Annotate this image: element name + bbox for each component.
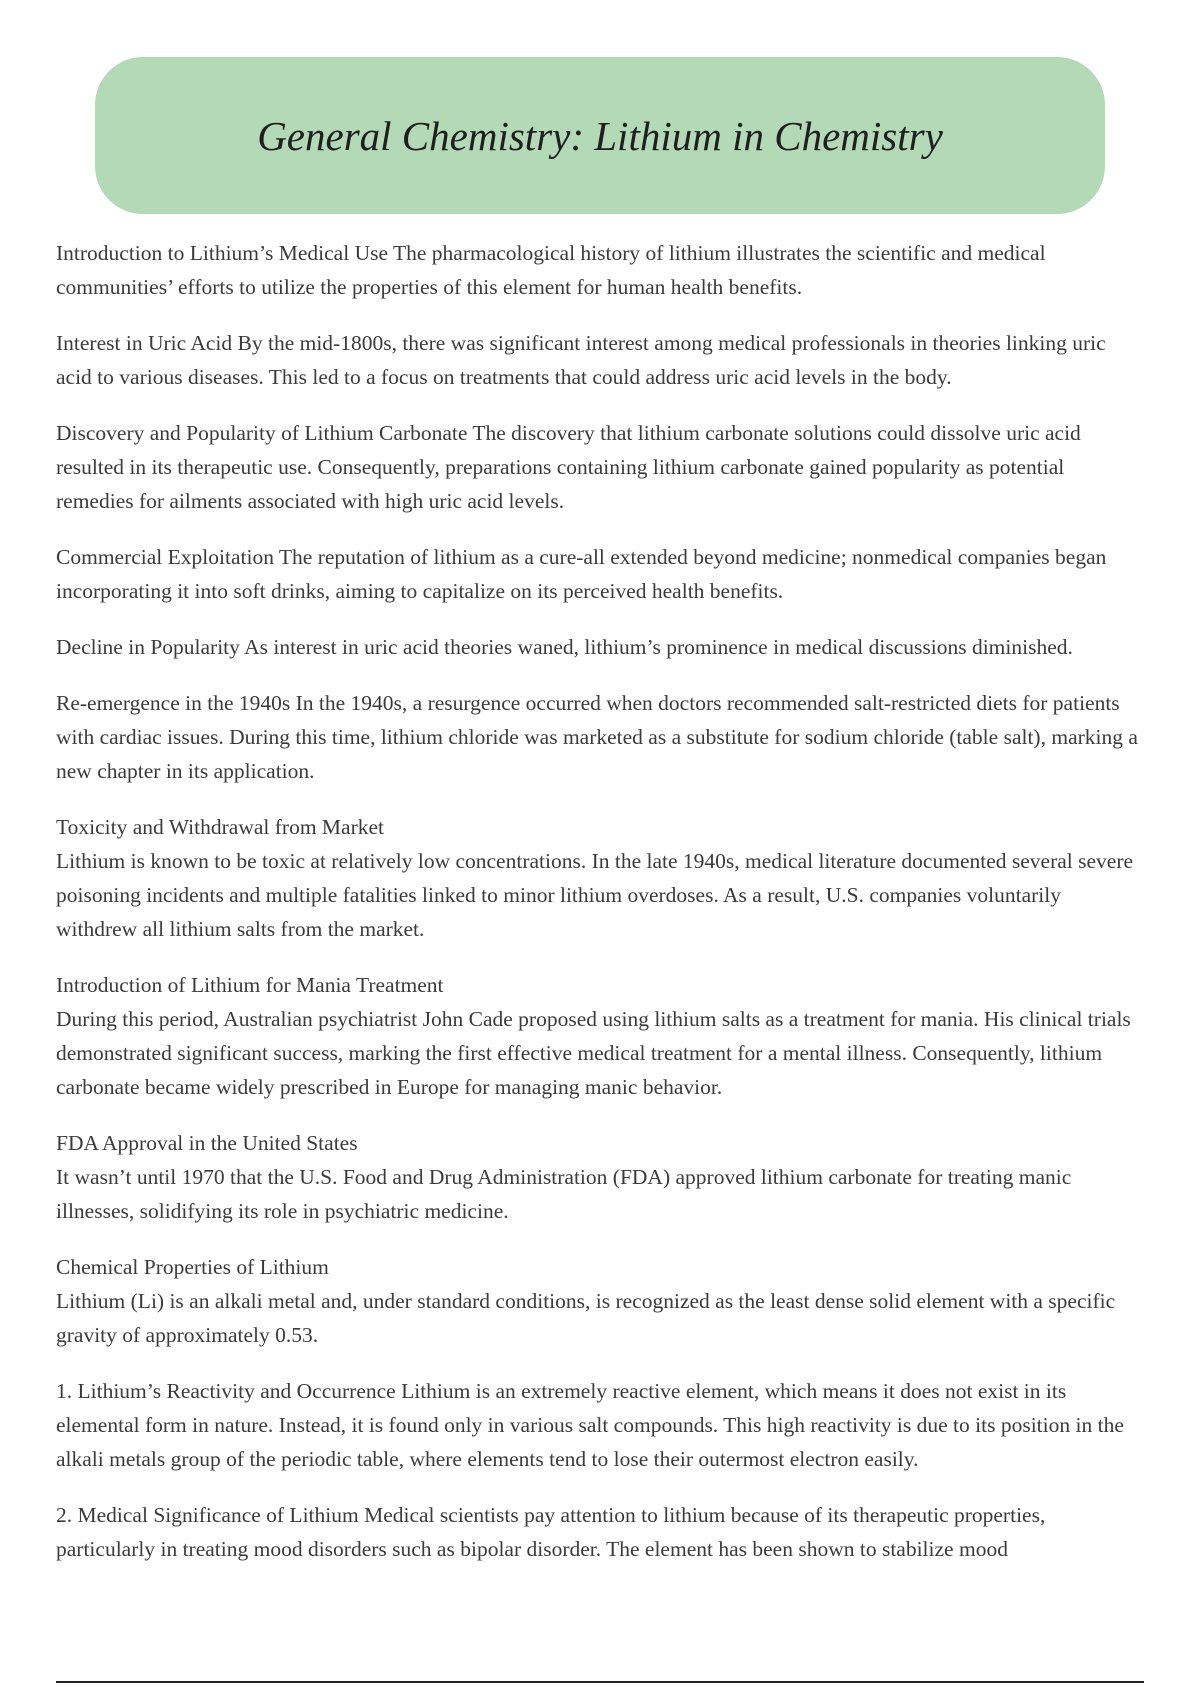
document-body <box>56 236 1146 1588</box>
section-chemical-properties <box>56 1250 1146 1352</box>
section-heading: Introduction of Lithium for Mania Treatment <box>56 973 444 997</box>
section-heading: Toxicity and Withdrawal from Market <box>56 815 385 839</box>
section-body: Lithium (Li) is an alkali metal and, under standard conditions, is recognized as the least dense solid element with a specific gravity of approximately 0.53. <box>56 1289 1116 1347</box>
section-mania-treatment <box>56 968 1146 1104</box>
section-toxicity <box>56 810 1146 946</box>
paragraph-lithium-carbonate: Discovery and Popularity of Lithium Carbonate The discovery that lithium carbonate solutions could dissolve uric acid resulted in its therapeutic use. Consequently, preparations containing lithium carbonate gained popularity as potential remedies for ailments associated with high uric acid levels. <box>56 421 1081 513</box>
title-banner <box>95 57 1105 214</box>
numbered-item-reactivity: 1. Lithium’s Reactivity and Occurrence Lithium is an extremely reactive element, which means it does not exist in its elemental form in nature. Instead, it is found only in various salt compounds. This high reactivity is due to its position in the alkali metals group of the periodic table, where elements tend to lose their outermost electron easily. <box>56 1379 1124 1471</box>
paragraph-reemergence: Re-emergence in the 1940s In the 1940s, a resurgence occurred when doctors recommended salt-restricted diets for patients with cardiac issues. During this time, lithium chloride was marketed as a substitute for sodium chloride (table salt), marking a new chapter in its application. <box>56 691 1138 783</box>
page-title: General Chemistry: Lithium in Chemistry <box>257 112 943 159</box>
section-body: It wasn’t until 1970 that the U.S. Food and Drug Administration (FDA) approved lithium carbonate for treating manic illnesses, solidifying its role in psychiatric medicine. <box>56 1165 1072 1223</box>
numbered-item-medical-significance: 2. Medical Significance of Lithium Medical scientists pay attention to lithium because of its therapeutic properties, particularly in treating mood disorders such as bipolar disorder. The element has been shown to stabilize mood <box>56 1503 1046 1561</box>
section-body: Lithium is known to be toxic at relatively low concentrations. In the late 1940s, medical literature documented several severe poisoning incidents and multiple fatalities linked to minor lithium overdoses. As a result, U.S. companies voluntarily withdrew all lithium salts from the market. <box>56 849 1134 941</box>
section-heading: Chemical Properties of Lithium <box>56 1255 329 1279</box>
paragraph-commercial: Commercial Exploitation The reputation of lithium as a cure-all extended beyond medicine; nonmedical companies began incorporating it into soft drinks, aiming to capitalize on its perceived health benefits. <box>56 545 1107 603</box>
paragraph-decline: Decline in Popularity As interest in uric acid theories waned, lithium’s prominence in medical discussions diminished. <box>56 635 1073 659</box>
section-heading: FDA Approval in the United States <box>56 1131 358 1155</box>
section-body: During this period, Australian psychiatrist John Cade proposed using lithium salts as a treatment for mania. His clinical trials demonstrated significant success, marking the first effective medical treatment for a mental illness. Consequently, lithium carbonate became widely prescribed in Europe for managing manic behavior. <box>56 1007 1131 1099</box>
footer-divider <box>56 1681 1144 1683</box>
paragraph-intro: Introduction to Lithium’s Medical Use The pharmacological history of lithium illustrates the scientific and medical communities’ efforts to utilize the properties of this element for human health benefits. <box>56 241 1046 299</box>
paragraph-uric-acid: Interest in Uric Acid By the mid-1800s, there was significant interest among medical professionals in theories linking uric acid to various diseases. This led to a focus on treatments that could address uric acid levels in the body. <box>56 331 1106 389</box>
section-fda-approval <box>56 1126 1146 1228</box>
